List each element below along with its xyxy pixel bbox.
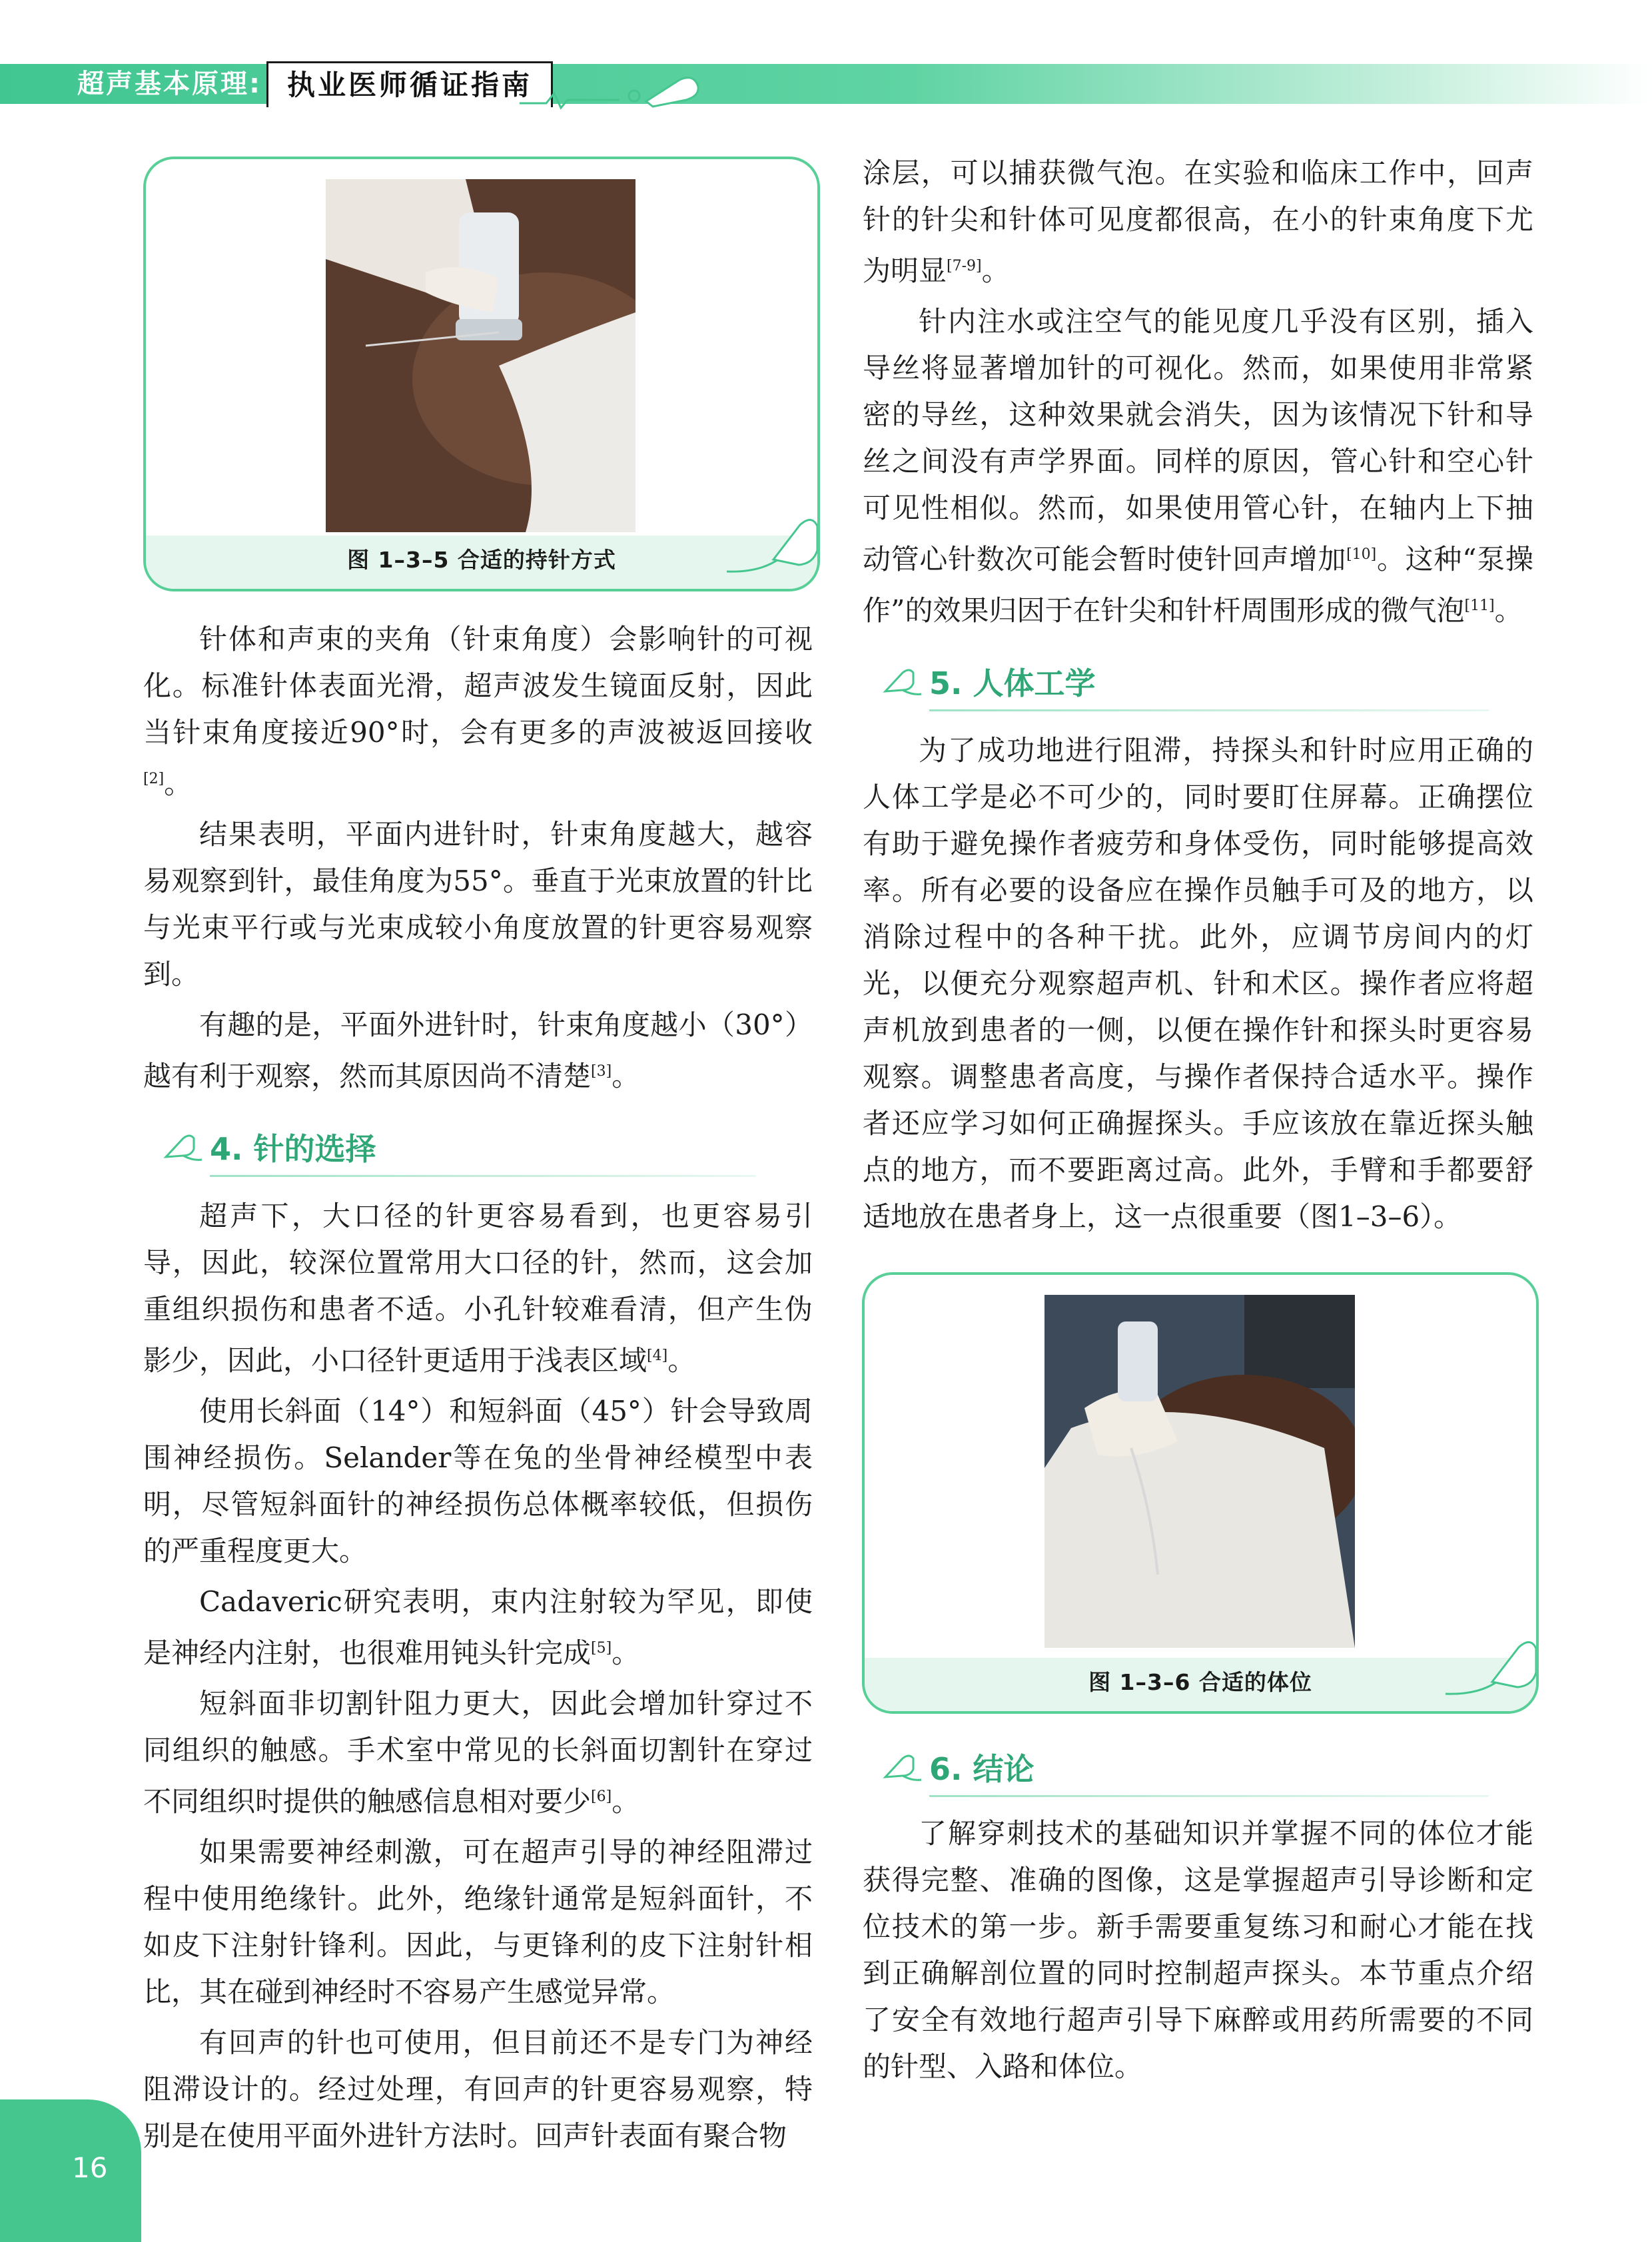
paragraph: 针体和声束的夹角（针束角度）会影响针的可视化。标准针体表面光滑，超声波发生镜面反射，因此当针束角度接近90°时，会有更多的声波被返回接收[2]。 — [143, 623, 813, 800]
header-probe-icon — [520, 67, 719, 113]
figure-1-3-5 — [143, 157, 820, 591]
paragraph: 短斜面非切割针阻力更大，因此会增加针穿过不同组织的触感。手术室中常见的长斜面切割针在穿过不同组织时提供的触感信息相对要少[6]。 — [143, 1687, 813, 1818]
right-column — [863, 150, 1533, 1240]
section-4-heading-wrap — [143, 1100, 813, 1193]
needle-holding-illustration — [326, 179, 635, 532]
section-heading: 6. 结论 — [883, 1745, 1034, 1789]
paragraph: 超声下，大口径的针更容易看到，也更容易引导，因此，较深位置常用大口径的针，然而，这会加重组织损伤和患者不适。小孔针较难看清，但产生伪影少，因此，小口径针更适用于浅表区域[4]。 — [143, 1200, 813, 1377]
patient-position-illustration — [1044, 1295, 1355, 1648]
paragraph: 有趣的是，平面外进针时，针束角度越小（30°）越有利于观察，然而其原因尚不清楚[3]。 — [143, 1008, 813, 1092]
probe-icon — [1439, 1634, 1539, 1707]
series-title: 超声基本原理: — [77, 69, 262, 99]
figure-1-caption: 图 1–3–5 合适的持针方式 — [347, 547, 616, 573]
left-column — [143, 616, 813, 2159]
paragraph: 针内注水或注空气的能见度几乎没有区别，插入导丝将显著增加针的可视化。然而，如果使用非常紧密的导丝，这种效果就会消失，因为该情况下针和导丝之间没有声学界面。同样的原因，管心针和空心针可见性相似。然而，如果使用管心针，在轴内上下抽动管心针数次可能会暂时使针回声增加[10]。这种“泵操作”的效果归因于在针尖和针杆周围形成的微气泡[11]。 — [863, 305, 1533, 627]
page-number-tab — [0, 2099, 141, 2242]
paragraph: 为了成功地进行阻滞，持探头和针时应用正确的人体工学是必不可少的，同时要盯住屏幕。正确摆位有助于避免操作者疲劳和身体受伤，同时能够提高效率。所有必要的设备应在操作员触手可及的地方，以消除过程中的各种干扰。此外，应调节房间内的灯光，以便充分观察超声机、针和术区。操作者应将超声机放到患者的一侧，以便在操作针和探头时更容易观察。调整患者高度，与操作者保持合适水平。操作者还应学习如何正确握探头。手应该放在靠近探头触点的地方，而不要距离过高。此外，手臂和手都要舒适地放在患者身上，这一点很重要（图1–3–6）。 — [863, 734, 1533, 1233]
photo-needle-holding — [326, 179, 635, 532]
section-6-heading-wrap — [863, 1732, 1533, 1810]
paragraph: 有回声的针也可使用，但目前还不是专门为神经阻滞设计的。经过处理，有回声的针更容易观察，特别是在使用平面外进针方法时。回声针表面有聚合物 — [143, 2026, 813, 2152]
section-heading: 5. 人体工学 — [883, 659, 1096, 703]
section-heading: 4. 针的选择 — [163, 1125, 376, 1169]
page-number: 16 — [72, 2151, 108, 2184]
figure-2-caption: 图 1–3–6 合适的体位 — [1088, 1669, 1312, 1695]
figure-1-3-6 — [862, 1272, 1539, 1714]
paragraph: 结果表明，平面内进针时，针束角度越大，越容易观察到针，最佳角度为55°。垂直于光束放置的针比与光束平行或与光束成较小角度放置的针更容易观察到。 — [143, 818, 813, 990]
probe-bullet-icon — [883, 665, 923, 698]
paragraph: 使用长斜面（14°）和短斜面（45°）针会导致周围神经损伤。Selander等在兔的坐骨神经模型中表明，尽管短斜面针的神经损伤总体概率较低，但损伤的严重程度更大。 — [143, 1395, 813, 1567]
paragraph: Cadaveric研究表明，束内注射较为罕见，即使是神经内注射，也很难用钝头针完成[5]。 — [143, 1585, 813, 1669]
photo-patient-position — [1044, 1295, 1355, 1648]
paragraph: 了解穿刺技术的基础知识并掌握不同的体位才能获得完整、准确的图像，这是掌握超声引导诊断和定位技术的第一步。新手需要重复练习和耐心才能在找到正确解剖位置的同时控制超声探头。本节重点介绍了安全有效地行超声引导下麻醉或用药所需要的不同的针型、入路和体位。 — [863, 1817, 1533, 2083]
section-5-heading-wrap — [863, 634, 1533, 727]
paragraph: 涂层，可以捕获微气泡。在实验和临床工作中，回声针的针尖和针体可见度都很高，在小的针束角度下尤为明显[7-9]。 — [863, 157, 1533, 287]
book-title: 执业医师循证指南 — [266, 61, 553, 107]
paragraph: 如果需要神经刺激，可在超声引导的神经阻滞过程中使用绝缘针。此外，绝缘针通常是短斜面针，不如皮下注射针锋利。因此，与更锋利的皮下注射针相比，其在碰到神经时不容易产生感觉异常。 — [143, 1836, 813, 2008]
probe-bullet-icon — [163, 1130, 203, 1164]
probe-icon — [720, 512, 820, 585]
right-column-lower — [863, 1732, 1533, 2090]
probe-bullet-icon — [883, 1750, 923, 1784]
